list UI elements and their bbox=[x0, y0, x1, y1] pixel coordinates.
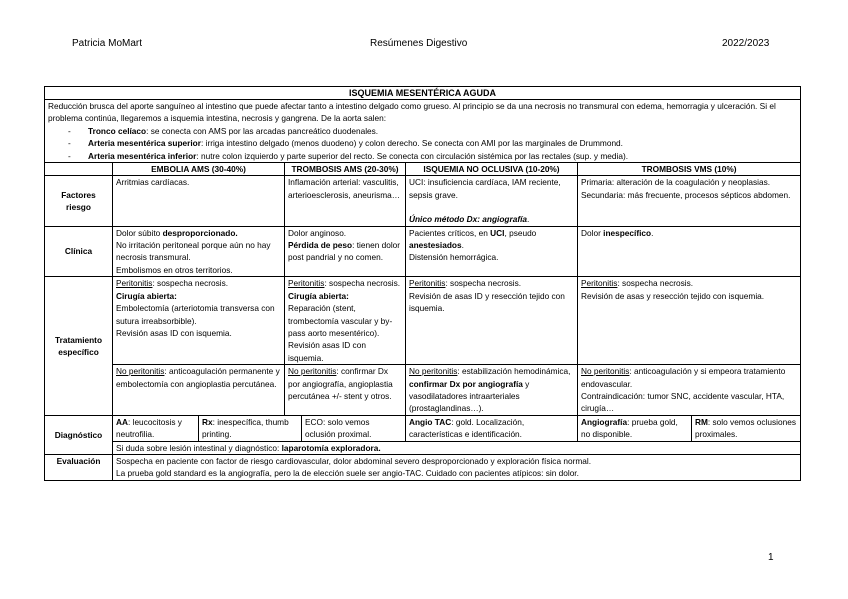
clinica-trombosis-ams: Dolor anginoso. Pérdida de peso: tienen dolor post pandrial y no comen. bbox=[285, 226, 406, 277]
row-label-diagnostico: Diagnóstico bbox=[45, 415, 113, 454]
diag-angiografia: Angiografía: prueba gold, no disponible. bbox=[578, 415, 692, 441]
arteries-list bbox=[48, 125, 797, 162]
tratamiento-trombosis-vms-no-peritonitis: No peritonitis: anticoagulación y si empeora tratamiento endovascular. Contraindicación: tumor SNC, accidente vascular, HTA, cirugía… bbox=[578, 365, 801, 416]
table-title: ISQUEMIA MESENTÉRICA AGUDA bbox=[45, 87, 801, 100]
factores-trombosis-vms: Primaria: alteración de la coagulación y neoplasias. Secundaria: más frecuente, procesos sépticos abdomen. bbox=[578, 176, 801, 226]
col-no-oclusiva: ISQUEMIA NO OCLUSIVA (10-20%) bbox=[406, 163, 578, 176]
diag-rm: RM: solo vemos oclusiones proximales. bbox=[692, 415, 801, 441]
title-row bbox=[45, 87, 801, 100]
diag-angio-tac: Angio TAC: gold. Localización, características e identificación. bbox=[406, 415, 578, 441]
factores-no-oclusiva: UCI: insuficiencia cardíaca, IAM reciente, sepsis grave. Único método Dx: angiografía. bbox=[406, 176, 578, 226]
tratamiento-embolia-no-peritonitis: No peritonitis: anticoagulación permanente y embolectomía con angioplastia percutánea. bbox=[113, 365, 285, 416]
clinica-row bbox=[45, 226, 801, 277]
tratamiento-trombosis-ams-no-peritonitis: No peritonitis: confirmar Dx por angiografía, angioplastia percutánea +/- stent y otros. bbox=[285, 365, 406, 416]
factores-row bbox=[45, 176, 801, 226]
intro-row bbox=[45, 100, 801, 163]
diag-eco: ECO: solo vemos oclusión proximal. bbox=[302, 415, 406, 441]
tratamiento-no-oclusiva-peritonitis: Peritonitis: sospecha necrosis. Revisión de asas ID y resección tejido con isquemia. bbox=[406, 277, 578, 365]
diagnostico-row-a bbox=[45, 415, 801, 441]
intro-text: Reducción brusca del aporte sanguíneo al intestino que puede afectar tanto a intestino delgado como grueso. Al principio se da una necrosis no transmural con edema, hemorragia y ulceración. Si el problema continúa, llegaremos a isquemia intestina, necrosis y gangrena. De la aorta salen: bbox=[48, 101, 776, 124]
tratamiento-no-oclusiva-no-peritonitis: No peritonitis: estabilización hemodinámica, confirmar Dx por angiografía y vasodilatadores intraarteriales (prostaglandinas…). bbox=[406, 365, 578, 416]
diag-aa: AA: leucocitosis y neutrofilia. bbox=[113, 415, 199, 441]
clinica-trombosis-vms: Dolor inespecífico. bbox=[578, 226, 801, 277]
empty-corner bbox=[45, 163, 113, 176]
list-item: - Tronco celíaco: se conecta con AMS por las arcadas pancreático duodenales. bbox=[88, 125, 797, 137]
tratamiento-trombosis-vms-peritonitis: Peritonitis: sospecha necrosis. Revisión de asas y resección tejido con isquemia. bbox=[578, 277, 801, 365]
tratamiento-trombosis-ams-peritonitis: Peritonitis: sospecha necrosis. Cirugía abierta: Reparación (stent, trombectomía vascular y by-pass aorto mesentérico). Revisión asas ID con isquemia. bbox=[285, 277, 406, 365]
factores-trombosis-ams: Inflamación arterial: vasculitis, arterioesclerosis, aneurisma… bbox=[285, 176, 406, 226]
diag-rx: Rx: inespecífica, thumb printing. bbox=[199, 415, 302, 441]
factores-embolia: Arritmias cardíacas. bbox=[113, 176, 285, 226]
tratamiento-row-b bbox=[45, 365, 801, 416]
clinica-embolia: Dolor súbito desproporcionado. No irritación peritoneal porque aún no hay necrosis transmural. Embolismos en otros territorios. bbox=[113, 226, 285, 277]
list-item: - Arteria mesentérica inferior: nutre colon izquierdo y parte superior del recto. Se conecta con circulación sistémica por las rectales (sup. y media). bbox=[88, 150, 797, 162]
row-label-evaluacion: Evaluación bbox=[45, 454, 113, 480]
col-trombosis-ams: TROMBOSIS AMS (20-30%) bbox=[285, 163, 406, 176]
page-number: 1 bbox=[768, 552, 774, 563]
header-title: Resúmenes Digestivo bbox=[370, 38, 468, 49]
evaluacion-row bbox=[45, 454, 801, 480]
col-embolia: EMBOLIA AMS (30-40%) bbox=[113, 163, 285, 176]
clinica-no-oclusiva: Pacientes críticos, en UCI, pseudo anestesiados. Distensión hemorrágica. bbox=[406, 226, 578, 277]
column-header-row bbox=[45, 163, 801, 176]
diag-laparotomia: Si duda sobre lesión intestinal y diagnóstico: laparotomía exploradora. bbox=[113, 441, 801, 454]
diagnostico-row-b bbox=[45, 441, 801, 454]
header-year: 2022/2023 bbox=[722, 38, 770, 49]
evaluacion-cell: Sospecha en paciente con factor de riesgo cardiovascular, dolor abdominal severo desproporcionado y exploración física normal. La prueba gold standard es la angiografía, pero la de elección suele ser angio-TAC. Cuidado con pacientes atípicos: sin dolor. bbox=[113, 454, 801, 480]
summary-table bbox=[44, 86, 801, 481]
tratamiento-row-a bbox=[45, 277, 801, 365]
list-item: - Arteria mesentérica superior: irriga intestino delgado (menos duodeno) y colon derecho. Se conecta con AMI por las marginales de Drummond. bbox=[88, 137, 797, 149]
intro-cell bbox=[45, 100, 801, 163]
header-author: Patricia MoMart bbox=[72, 38, 143, 49]
col-trombosis-vms: TROMBOSIS VMS (10%) bbox=[578, 163, 801, 176]
row-label-clinica: Clínica bbox=[45, 226, 113, 277]
row-label-factores: Factores riesgo bbox=[45, 176, 113, 226]
tratamiento-embolia-peritonitis: Peritonitis: sospecha necrosis. Cirugía abierta: Embolectomía (arteriotomia transversa con sutura irreabsorbible). Revisión asas ID con isquemia. bbox=[113, 277, 285, 365]
row-label-tratamiento: Tratamiento específico bbox=[45, 277, 113, 415]
